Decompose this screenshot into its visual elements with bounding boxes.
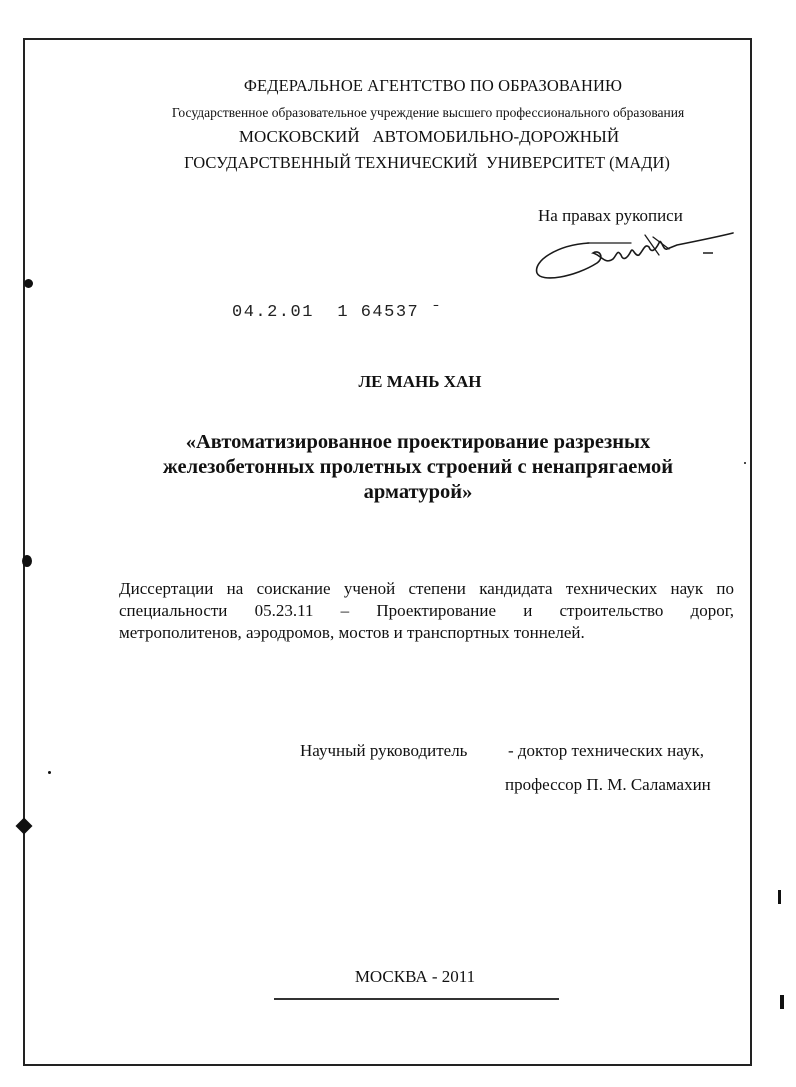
university-name-line1: МОСКОВСКИЙ АВТОМОБИЛЬНО-ДОРОЖНЫЙ [238, 127, 620, 146]
city-year: МОСКВА - 2011 [354, 967, 476, 986]
supervisor-role: Научный руководитель [300, 741, 468, 760]
binder-hole-mark [22, 555, 32, 567]
scan-speck [780, 995, 784, 1009]
supervisor-name: профессор П. М. Саламахин [505, 775, 711, 794]
binder-hole-mark [24, 279, 33, 288]
description-line: метрополитенов, аэродромов, мостов и транспортных тоннелей. [119, 623, 585, 642]
title-line: «Автоматизированное проектирование разрезных [185, 431, 651, 453]
agency-heading: ФЕДЕРАЛЬНОЕ АГЕНТСТВО ПО ОБРАЗОВАНИЮ [243, 76, 623, 95]
dissertation-description [119, 578, 734, 644]
description-line: Диссертации на соискание ученой степени кандидата технических наук по [119, 579, 734, 598]
manuscript-rights-note: На правах рукописи [538, 206, 683, 225]
dissertation-title [120, 430, 716, 505]
city-underline [274, 998, 559, 1000]
author-name: ЛЕ МАНЬ ХАН [358, 372, 482, 391]
handwritten-signature [527, 225, 737, 285]
university-name-line2: ГОСУДАРСТВЕННЫЙ ТЕХНИЧЕСКИЙ УНИВЕРСИТЕТ (МАДИ) [184, 153, 670, 172]
registration-stamp: 04.2.01 1 64537 ˉ [232, 303, 443, 322]
description-line: специальности 05.23.11 – Проектирование и строительство дорог, [119, 601, 734, 620]
supervisor-degree: - доктор технических наук, [508, 741, 704, 760]
scan-speck [744, 462, 746, 464]
page-border [23, 38, 752, 1066]
title-line: железобетонных пролетных строений с ненапрягаемой [162, 456, 674, 478]
institution-type: Государственное образовательное учреждение высшего профессионального образования [171, 105, 685, 120]
scan-speck [778, 890, 781, 904]
title-line: арматурой» [363, 481, 473, 503]
scan-speck [48, 771, 51, 774]
